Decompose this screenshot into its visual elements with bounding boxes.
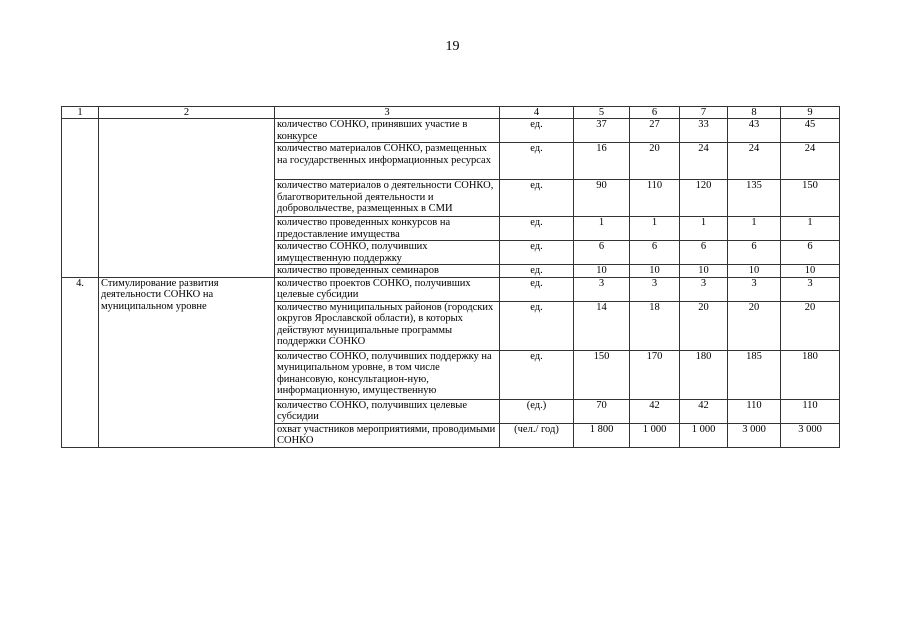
value-cell: 43 (728, 119, 781, 143)
indicator-cell: количество СОНКО, принявших участие в конкурсе (275, 119, 500, 143)
value-cell: 180 (781, 350, 840, 399)
value-cell: 10 (728, 265, 781, 278)
value-cell: 45 (781, 119, 840, 143)
indicator-cell: количество материалов о деятельности СОНКО, благотворительной деятельности и добровольчестве, размещенных в СМИ (275, 180, 500, 217)
value-cell: 170 (630, 350, 680, 399)
value-cell: 3 (781, 277, 840, 301)
header-cell: 9 (781, 107, 840, 119)
value-cell: 10 (630, 265, 680, 278)
value-cell: 70 (574, 399, 630, 423)
value-cell: 14 (574, 301, 630, 350)
header-cell: 3 (275, 107, 500, 119)
value-cell: 20 (680, 301, 728, 350)
unit-cell: ед. (500, 301, 574, 350)
value-cell: 135 (728, 180, 781, 217)
unit-cell: ед. (500, 350, 574, 399)
indicator-cell: охват участников мероприятиями, проводимыми СОНКО (275, 423, 500, 447)
indicator-cell: количество материалов СОНКО, размещенных на государственных информационных ресурсах (275, 143, 500, 180)
header-cell: 2 (99, 107, 275, 119)
value-cell: 10 (680, 265, 728, 278)
value-cell: 1 (680, 217, 728, 241)
value-cell: 42 (680, 399, 728, 423)
unit-cell: ед. (500, 217, 574, 241)
value-cell: 24 (728, 143, 781, 180)
value-cell: 20 (728, 301, 781, 350)
unit-cell: (ед.) (500, 399, 574, 423)
header-cell: 1 (62, 107, 99, 119)
value-cell: 6 (781, 241, 840, 265)
value-cell: 110 (728, 399, 781, 423)
header-cell: 4 (500, 107, 574, 119)
value-cell: 1 000 (630, 423, 680, 447)
value-cell: 180 (680, 350, 728, 399)
unit-cell: ед. (500, 180, 574, 217)
header-cell: 7 (680, 107, 728, 119)
indicator-cell: количество проведенных конкурсов на предоставление имущества (275, 217, 500, 241)
indicator-cell: количество муниципальных районов (городских округов Ярославской области), в которых действуют муниципальные программы поддержки СОНКО (275, 301, 500, 350)
value-cell: 42 (630, 399, 680, 423)
value-cell: 37 (574, 119, 630, 143)
value-cell: 20 (781, 301, 840, 350)
value-cell: 33 (680, 119, 728, 143)
indicator-cell: количество СОНКО, получивших целевые субсидии (275, 399, 500, 423)
value-cell: 6 (630, 241, 680, 265)
unit-cell: ед. (500, 277, 574, 301)
unit-cell: ед. (500, 119, 574, 143)
value-cell: 6 (728, 241, 781, 265)
indicator-cell: количество проведенных семинаров (275, 265, 500, 278)
unit-cell: ед. (500, 143, 574, 180)
value-cell: 16 (574, 143, 630, 180)
indicator-cell: количество проектов СОНКО, получивших целевые субсидии (275, 277, 500, 301)
group-number-cell (62, 119, 99, 278)
value-cell: 6 (574, 241, 630, 265)
table-header-row (62, 107, 840, 119)
header-cell: 8 (728, 107, 781, 119)
table-row (62, 119, 840, 143)
value-cell: 3 (680, 277, 728, 301)
value-cell: 1 (630, 217, 680, 241)
unit-cell: ед. (500, 265, 574, 278)
value-cell: 6 (680, 241, 728, 265)
group-name-cell (99, 119, 275, 278)
value-cell: 3 000 (781, 423, 840, 447)
value-cell: 1 (728, 217, 781, 241)
value-cell: 24 (781, 143, 840, 180)
value-cell: 90 (574, 180, 630, 217)
value-cell: 120 (680, 180, 728, 217)
value-cell: 24 (680, 143, 728, 180)
table-row (62, 277, 840, 301)
group-name-cell: Стимулирование развития деятельности СОНКО на муниципальном уровне (99, 277, 275, 447)
value-cell: 27 (630, 119, 680, 143)
value-cell: 110 (781, 399, 840, 423)
indicators-table (61, 106, 840, 448)
value-cell: 18 (630, 301, 680, 350)
value-cell: 3 (728, 277, 781, 301)
unit-cell: (чел./ год) (500, 423, 574, 447)
value-cell: 110 (630, 180, 680, 217)
value-cell: 150 (574, 350, 630, 399)
group-number-cell: 4. (62, 277, 99, 447)
page-number: 19 (445, 39, 460, 54)
value-cell: 10 (781, 265, 840, 278)
header-cell: 5 (574, 107, 630, 119)
value-cell: 1 (574, 217, 630, 241)
value-cell: 150 (781, 180, 840, 217)
value-cell: 3 (574, 277, 630, 301)
unit-cell: ед. (500, 241, 574, 265)
value-cell: 1 000 (680, 423, 728, 447)
indicator-cell: количество СОНКО, получивших имущественную поддержку (275, 241, 500, 265)
indicator-cell: количество СОНКО, получивших поддержку на муниципальном уровне, в том числе финансовую, консультацион-ную, информационную, имущественную (275, 350, 500, 399)
header-cell: 6 (630, 107, 680, 119)
value-cell: 1 800 (574, 423, 630, 447)
value-cell: 1 (781, 217, 840, 241)
value-cell: 185 (728, 350, 781, 399)
value-cell: 20 (630, 143, 680, 180)
value-cell: 3 (630, 277, 680, 301)
value-cell: 3 000 (728, 423, 781, 447)
value-cell: 10 (574, 265, 630, 278)
